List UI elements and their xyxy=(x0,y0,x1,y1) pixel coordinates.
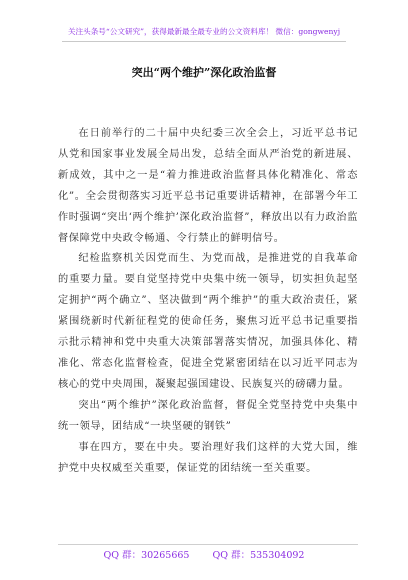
paragraph-2: 纪检监察机关因党而生、为党而战，是推进党的自我革命的重要力量。要自觉坚持党中央集中统一领导，切实担负起坚定拥护“两个确立”、坚决做到“两个维护”的重大政治责任，紧紧围绕新时代新征程党的使命任务，聚焦习近平总书记重要指示批示精神和党中央重大决策部署落实情况，加强具体化、精准化、常态化监督检查，促进全党紧密团结在以习近平同志为核心的党中央周围，凝聚起强国建设、民族复兴的磅礴力量。 xyxy=(58,253,358,390)
document-title: 突出“两个维护”深化政治监督 xyxy=(131,66,277,79)
header-banner: 关注头条号“公文研究”，获得最新最全最专业的公文资料库！ 微信：gongwenyj xyxy=(67,27,341,36)
qq-group-2: QQ 群：535304092 xyxy=(212,550,305,561)
document-body xyxy=(58,124,358,479)
section-heading-paragraph: 突出“两个维护”深化政治监督，督促全党坚持党中央集中统一领导，团结成“一块坚硬的钢铁” xyxy=(58,399,358,432)
header-divider xyxy=(62,41,346,42)
paragraph-1: 在日前举行的二十届中央纪委三次全会上，习近平总书记从党和国家事业发展全局出发，总结全面从严治党的新进展、新成效，其中之一是“着力推进政治监督具体化精准化、常态化”。全会贯彻落实习近平总书记重要讲话精神，在部署今年工作时强调“突出‘两个维护’深化政治监督”，释放出以有力政治监督保障党中央政令畅通、令行禁止的鲜明信号。 xyxy=(58,128,358,244)
footer-divider xyxy=(58,544,358,545)
paragraph-4: 事在四方，要在中央。要治理好我们这样的大党大国，维护党中央权威至关重要，保证党的团结统一至关重要。 xyxy=(58,441,358,474)
footer-contacts xyxy=(0,550,408,562)
qq-group-1: QQ 群：30265665 xyxy=(103,550,190,561)
